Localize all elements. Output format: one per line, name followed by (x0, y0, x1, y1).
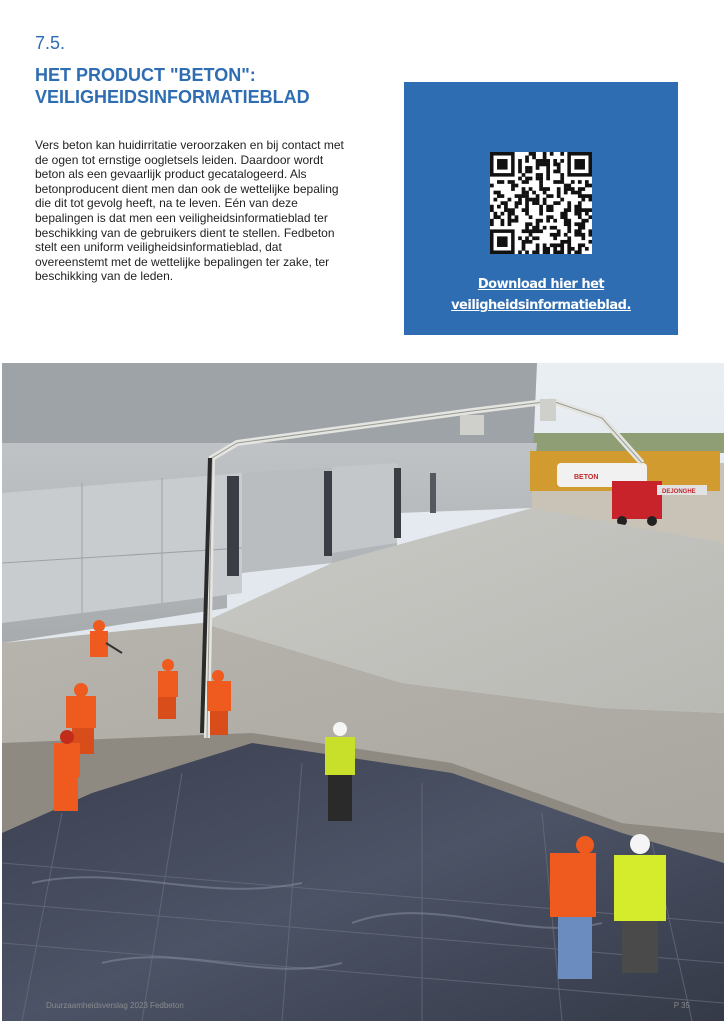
concrete-pouring-illustration (2, 363, 724, 1021)
door-opening-3 (394, 468, 401, 538)
truck-label-2: DEJONGHE (662, 489, 696, 495)
page-title-line-2: VEILIGHEIDSINFORMATIEBLAD (35, 87, 310, 107)
qr-code-icon[interactable] (490, 152, 592, 254)
door-opening-4 (430, 473, 436, 513)
wall-panel-mid (242, 467, 332, 573)
page-title-line-1: HET PRODUCT "BETON": (35, 65, 256, 85)
download-link-line-2: veiligheidsinformatieblad. (451, 298, 631, 313)
section-number: 7.5. (35, 33, 66, 53)
construction-photo (2, 363, 724, 1021)
wall-panel-right (332, 463, 397, 553)
footer-page-number: P 35 (673, 1001, 690, 1010)
download-link-line-1: Download hier het (477, 277, 605, 292)
body-paragraph: Vers beton kan huidirritatie veroorzaken en bij contact met de ogen tot ernstige oogletsels leiden. Daardoor wordt beton als een gevaarlijk product gecatalogeerd. Als betonproducent dient men dan ook de wettelijke bepaling die dit tot gevolg heeft, na te leven. Eén van deze bepalingen is dat men een veiligheidsinformatieblad ter beschikking van de gebruikers dient te stellen. Fedbeton stelt een uniform veiligheidsinformatieblad, dat overeenstemt met de wettelijke bepalingen ter zake, ter beschikking van de leden. (35, 138, 344, 284)
truck-label: BETON (574, 474, 599, 481)
qr-code-graphic (490, 152, 592, 254)
door-opening-1 (227, 476, 239, 576)
page-title (35, 64, 375, 108)
footer-report-title: Duurzaamheidsverslag 2023 Fedbeton (46, 1001, 184, 1010)
qr-download-panel (404, 82, 678, 335)
door-opening-2 (324, 471, 332, 556)
pump-truck-cab (612, 481, 662, 519)
download-safety-sheet-link[interactable] (404, 274, 678, 316)
